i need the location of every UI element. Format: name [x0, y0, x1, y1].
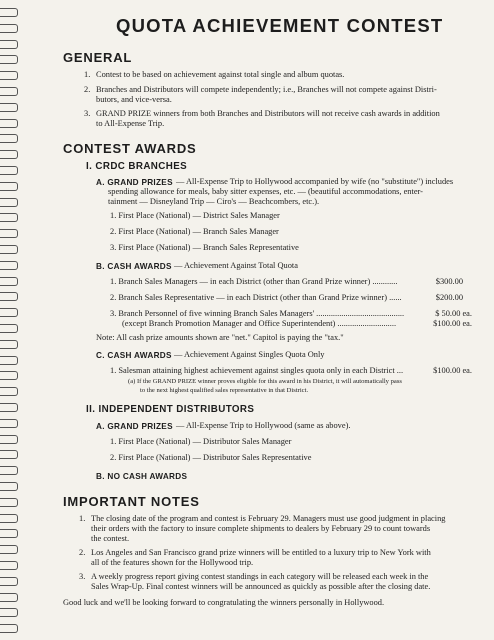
binding-loop — [0, 103, 18, 112]
binding-loop — [0, 8, 18, 17]
binding-loop — [0, 229, 18, 238]
binding-loop — [0, 292, 18, 301]
note-line: all of the features shown for the Hollywood trip. — [91, 558, 254, 567]
general-item-line: to All-Expense Trip. — [96, 119, 165, 128]
binding-loop — [0, 624, 18, 633]
binding-loop — [0, 514, 18, 523]
binding-loop — [0, 577, 18, 586]
binding-loop — [0, 340, 18, 349]
cash-award-item: 3. Branch Personnel of five winning Branch Sales Managers' .......................................... — [110, 309, 405, 318]
subsection-independent-distributors: II. INDEPENDENT DISTRIBUTORS — [86, 404, 255, 415]
cash-award-item: 1. Branch Sales Managers — in each District (other than Grand Prize winner) ............ — [110, 277, 398, 286]
binding-loop — [0, 545, 18, 554]
grand-prizes-desc: spending allowance for meals, baby sitter expenses, etc. — (beautiful accommodations, enter- — [108, 187, 423, 196]
cash-award-item: 2. Branch Sales Representative — in each District (other than Grand Prize winner) ...... — [110, 293, 402, 302]
binding-loop — [0, 261, 18, 270]
binding-loop — [0, 435, 18, 444]
cash-awards-c-label: C. CASH AWARDS — [96, 351, 172, 360]
binding-loop — [0, 608, 18, 617]
binding-loop — [0, 134, 18, 143]
cash-note: Note: All cash prize amounts shown are "net." Capitol is paying the "tax." — [96, 333, 344, 342]
binding-loop — [0, 245, 18, 254]
general-item-num: 3. — [84, 109, 91, 118]
no-cash-awards-label: B. NO CASH AWARDS — [96, 472, 188, 481]
general-item-num: 2. — [84, 85, 91, 94]
cash-awards-subtitle: — Achievement Against Total Quota — [174, 261, 298, 270]
dist-grand-prize-place: 1. First Place (National) — Distributor Sales Manager — [110, 437, 292, 446]
binding-loop — [0, 387, 18, 396]
cash-award-item: (except Branch Promotion Manager and Office Superintendent) ............................ — [122, 319, 397, 328]
general-item-line: Branches and Distributors will compete independently; i.e., Branches will not compete against Distri- — [96, 85, 437, 94]
section-heading-contest-awards: CONTEST AWARDS — [63, 141, 197, 156]
binding-loop — [0, 71, 18, 80]
note-num: 2. — [79, 548, 86, 557]
binding-loop — [0, 308, 18, 317]
note-num: 1. — [79, 514, 86, 523]
binding-loop — [0, 87, 18, 96]
grand-prize-place: 1. First Place (National) — District Sales Manager — [110, 211, 280, 220]
binding-loop — [0, 356, 18, 365]
cash-award-amount: $200.00 — [435, 293, 463, 302]
cash-award-amount: $100.00 ea. — [433, 319, 472, 328]
binding-loop — [0, 419, 18, 428]
binding-loop — [0, 182, 18, 191]
note-line: the contest. — [91, 534, 130, 543]
dist-grand-prize-place: 2. First Place (National) — Distributor Sales Representative — [110, 453, 312, 462]
grand-prize-place: 3. First Place (National) — Branch Sales Representative — [110, 243, 299, 252]
grand-prizes-label: A. GRAND PRIZES — [96, 178, 173, 187]
general-item-num: 1. — [84, 70, 91, 79]
cash-award-amount: $ 50.00 ea. — [435, 309, 472, 318]
binding-loop — [0, 277, 18, 286]
binding-loop — [0, 498, 18, 507]
binding-loop — [0, 119, 18, 128]
section-heading-general: GENERAL — [63, 50, 133, 65]
binding-loop — [0, 213, 18, 222]
binding-loop — [0, 40, 18, 49]
binding-loop — [0, 561, 18, 570]
cash-award-c-item: 1. Salesman attaining highest achievement against singles quota only in each District ... — [110, 366, 404, 375]
general-item-line: Contest to be based on achievement against total single and album quotas. — [96, 70, 345, 79]
binding-loop — [0, 198, 18, 207]
footnote-line: to the next highest qualified sales representative in that District. — [140, 387, 309, 394]
binding-loop — [0, 371, 18, 380]
cash-award-amount: $300.00 — [435, 277, 463, 286]
note-line: Sales Wrap-Up. Final contest winners will be announced as quickly as possible after the closing date. — [91, 582, 431, 591]
binding-loop — [0, 482, 18, 491]
binding-loop — [0, 593, 18, 602]
footnote-line: (a) If the GRAND PRIZE winner proves eligible for this award in his District, it will automatically pass — [128, 378, 402, 385]
page-title: QUOTA ACHIEVEMENT CONTEST — [116, 15, 444, 36]
grand-prizes-desc: — All-Expense Trip to Hollywood accompanied by wife (no "substitute") includes — [176, 177, 454, 186]
binding-loop — [0, 55, 18, 64]
note-line: A weekly progress report giving contest standings in each category will be released each week in the — [91, 572, 429, 581]
spiral-binding — [0, 0, 20, 640]
binding-loop — [0, 466, 18, 475]
note-num: 3. — [79, 572, 86, 581]
grand-prizes-desc: tainment — Disneyland Trip — Ciro's — Beachcombers, etc.). — [108, 197, 320, 206]
grand-prize-place: 2. First Place (National) — Branch Sales Manager — [110, 227, 279, 236]
cash-awards-label: B. CASH AWARDS — [96, 262, 172, 271]
cash-awards-c-subtitle: — Achievement Against Singles Quota Only — [174, 350, 325, 359]
binding-loop — [0, 166, 18, 175]
note-line: their orders with the factory to insure complete shipments to dealers by February 29 to count towards — [91, 524, 431, 533]
dist-grand-prizes-subtitle: — All-Expense Trip to Hollywood (same as above). — [176, 421, 351, 430]
binding-loop — [0, 324, 18, 333]
binding-loop — [0, 150, 18, 159]
section-heading-important-notes: IMPORTANT NOTES — [63, 494, 200, 509]
binding-loop — [0, 450, 18, 459]
closing-line: Good luck and we'll be looking forward to congratulating the winners personally in Hollywood. — [63, 598, 385, 607]
note-line: Los Angeles and San Francisco grand prize winners will be entitled to a luxury trip to New York with — [91, 548, 431, 557]
binding-loop — [0, 403, 18, 412]
general-item-line: GRAND PRIZE winners from both Branches and Distributors will not receive cash awards in addition — [96, 109, 440, 118]
dist-grand-prizes-label: A. GRAND PRIZES — [96, 422, 173, 431]
cash-award-c-amount: $100.00 ea. — [433, 366, 472, 375]
subsection-crdc-branches: I. CRDC BRANCHES — [86, 161, 188, 172]
binding-loop — [0, 529, 18, 538]
note-line: The closing date of the program and contest is February 29. Managers must use good judgment in placing — [91, 514, 446, 523]
general-item-line: butors, and vice-versa. — [96, 95, 172, 104]
binding-loop — [0, 24, 18, 33]
